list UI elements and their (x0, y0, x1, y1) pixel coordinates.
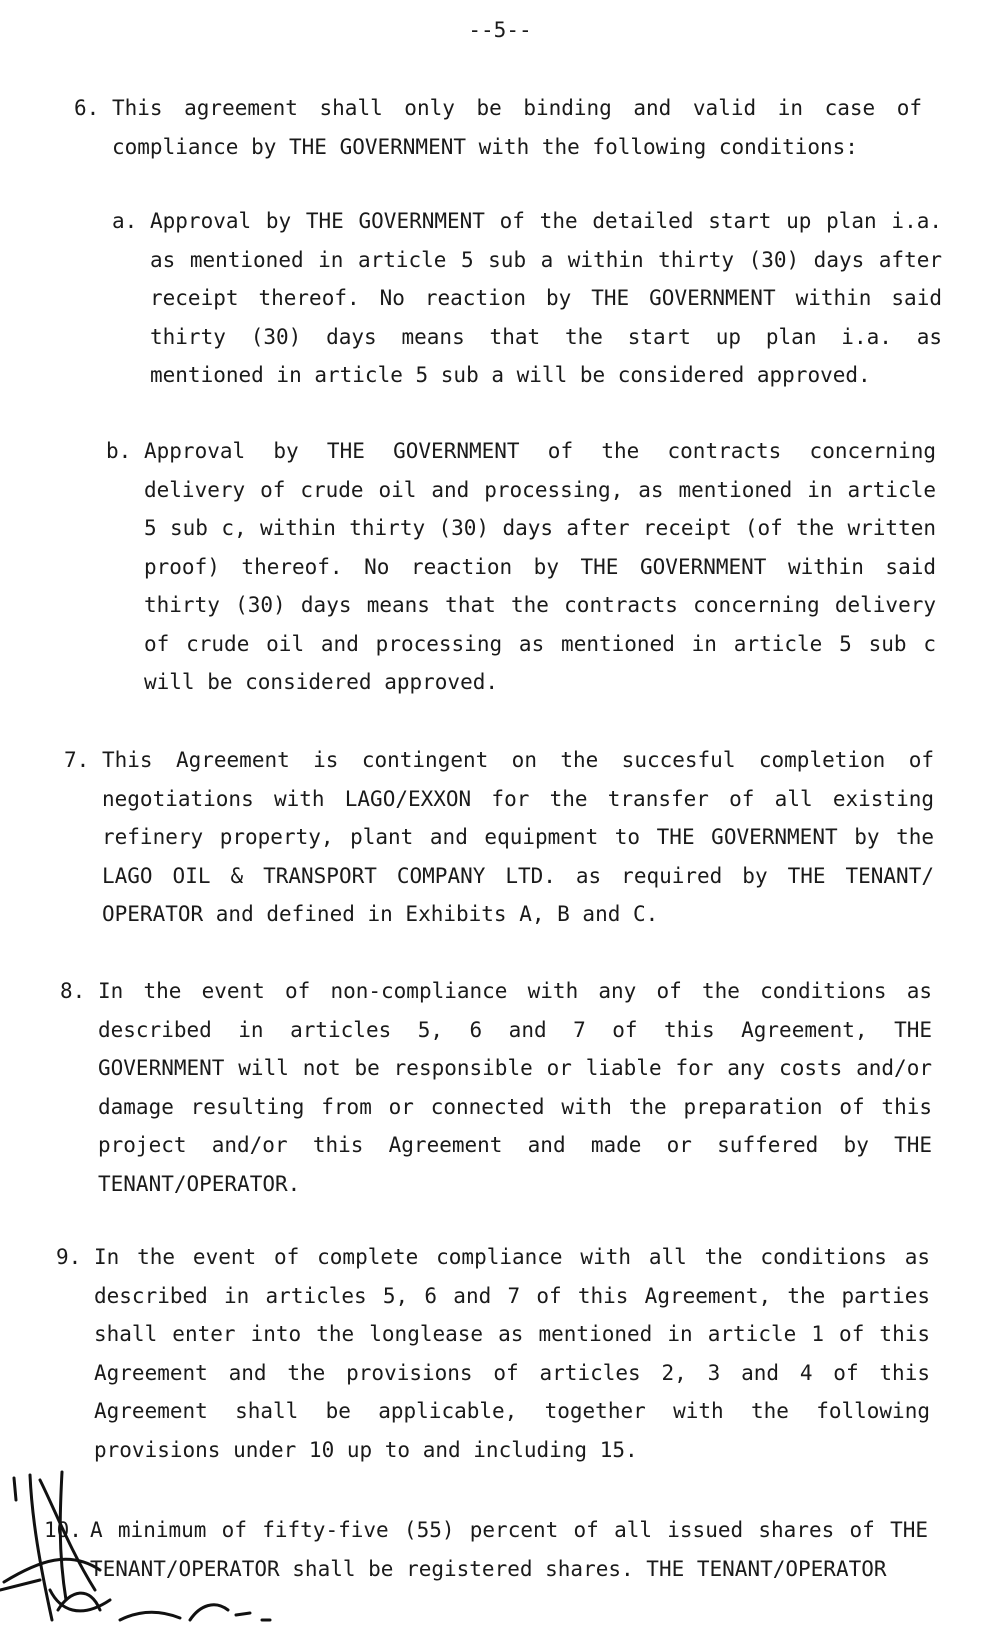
clause-text: In the event of complete compliance with all the conditions as described in articles 5, 6 and 7 of this Agreement, the parties shall enter into the longlease as mentioned in article 1 of this Agreement and the provisions of articles 2, 3 and 4 of this Agreement shall be applicable, together with the following provisions under 10 up to and including 15. (94, 1245, 930, 1462)
clause-number: 10. (44, 1518, 82, 1542)
clause-number: 8. (60, 979, 86, 1003)
clause-number: a. (112, 209, 138, 233)
clause-number: 7. (64, 748, 90, 772)
clause-text: A minimum of fifty-five (55) percent of all issued shares of THE TENANT/OPERATOR shall be registered shares. THE TENANT/OPERATOR (90, 1518, 928, 1581)
handwritten-signature (0, 1470, 300, 1627)
clause-number: 9. (56, 1245, 82, 1269)
clause-text: Approval by THE GOVERNMENT of the contracts concerning delivery of crude oil and processing, as mentioned in article 5 sub c, within thirty (30) days after receipt (of the written proof) thereof. No reaction by THE GOVERNMENT within said thirty (30) days means that the contracts concerning delivery of crude oil and processing as mentioned in article 5 sub c will be considered approved. (144, 439, 936, 694)
clause-number: 6. (74, 96, 100, 120)
clause-text: This Agreement is contingent on the succesful completion of negotiations with LAGO/EXXON for the transfer of all existing refinery property, plant and equipment to THE GOVERNMENT by the LAGO OIL & TRANSPORT COMPANY LTD. as required by THE TENANT/ OPERATOR and defined in Exhibits A, B and C. (102, 748, 934, 926)
clause-text: Approval by THE GOVERNMENT of the detailed start up plan i.a. as mentioned in article 5 sub a within thirty (30) days after receipt thereof. No reaction by THE GOVERNMENT within said thirty (30) days means that the start up plan i.a. as mentioned in article 5 sub a will be considered approved. (150, 209, 942, 387)
clause-text: In the event of non-compliance with any of the conditions as described in articles 5, 6 and 7 of this Agreement, THE GOVERNMENT will not be responsible or liable for any costs and/or damage resulting from or connected with the preparation of this project and/or this Agreement and made or suffered by THE TENANT/OPERATOR. (98, 979, 932, 1196)
page-number: --5-- (468, 18, 532, 42)
clause-number: b. (106, 439, 132, 463)
clause-text: This agreement shall only be binding and valid in case of compliance by THE GOVERNMENT with the following conditions: (112, 96, 922, 159)
